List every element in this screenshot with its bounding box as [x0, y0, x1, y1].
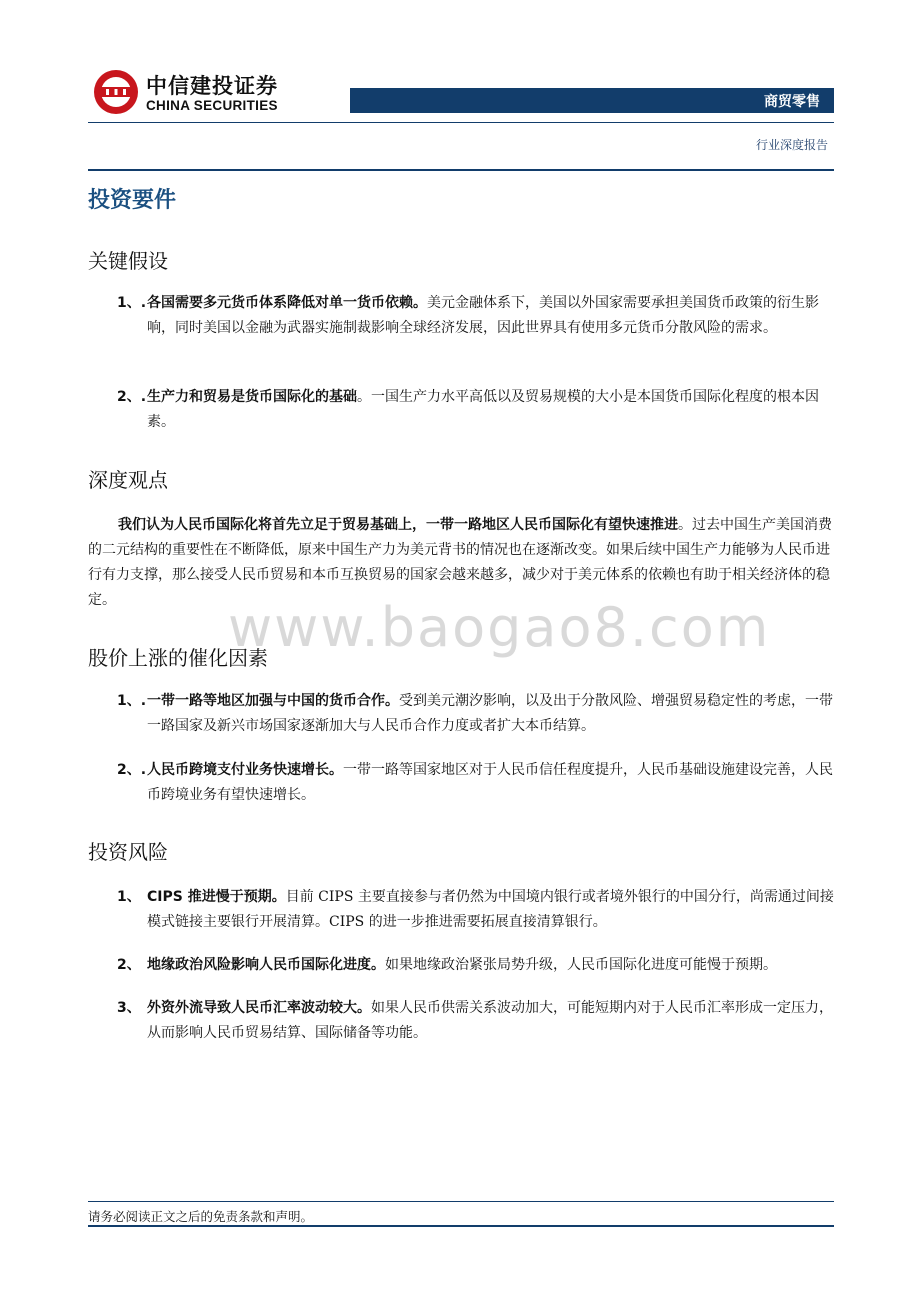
section-heading-assumptions: 关键假设	[88, 249, 168, 273]
list-item-text: 一带一路等国家地区对于人民币信任程度提升，人民币基础设施建设完善，人民币跨境业务有望快速增长。	[147, 762, 833, 803]
list-item	[117, 758, 837, 808]
list-item-bold: 各国需要多元货币体系降低对单一货币依赖。	[147, 295, 427, 311]
footer-disclaimer: 请务必阅读正文之后的免责条款和声明。	[88, 1209, 314, 1224]
list-item-bold: 地缘政治风险影响人民币国际化进度。	[147, 957, 385, 973]
brand-name-cn: 中信建投证券	[146, 74, 278, 98]
list-item-bold: 生产力和贸易是货币国际化的基础	[147, 389, 357, 405]
list-item-number: 2、	[117, 957, 141, 973]
list-item-text: 受到美元潮汐影响，以及出于分散风险、增强贸易稳定性的考虑，一带一路国家及新兴市场国家逐渐加大与人民币合作力度或者扩大本币结算。	[147, 693, 833, 734]
list-item-number: 3、	[117, 1000, 141, 1016]
list-item	[117, 291, 837, 341]
header-divider-bottom	[88, 169, 834, 171]
view-bold: 我们认为人民币国际化将首先立足于贸易基础上，一带一路地区人民币国际化有望快速推进	[118, 517, 678, 533]
list-item-number: 1、.	[117, 693, 147, 709]
citic-logo-icon	[92, 68, 140, 116]
section-heading-risks: 投资风险	[88, 840, 168, 864]
list-item	[117, 885, 837, 935]
list-item-text: 美元金融体系下，美国以外国家需要承担美国货币政策的衍生影响，同时美国以金融为武器实施制裁影响全球经济发展，因此世界具有使用多元货币分散风险的需求。	[147, 295, 819, 336]
list-item-text: 目前 CIPS 主要直接参与者仍然为中国境内银行或者境外银行的中国分行，尚需通过间接模式链接主要银行开展清算。CIPS 的进一步推进需要拓展直接清算银行。	[147, 889, 834, 930]
report-type: 行业深度报告	[755, 138, 828, 152]
list-item	[117, 953, 837, 978]
footer-divider-bottom	[88, 1225, 834, 1227]
sector-label: 商贸零售	[764, 94, 820, 110]
view-text: 。过去中国生产美国消费的二元结构的重要性在不断降低，原来中国生产力为美元背书的情况也在逐渐改变。如果后续中国生产力能够为人民币进行有力支撑，那么接受人民币贸易和本币互换贸易的国家会越来越多，减少对于美元体系的依赖也有助于相关经济体的稳定。	[88, 517, 832, 608]
list-item-text: 如果人民币供需关系波动加大，可能短期内对于人民币汇率形成一定压力，从而影响人民币贸易结算、国际储备等功能。	[147, 1000, 833, 1041]
list-item-number: 2、.	[117, 762, 147, 778]
list-item-bold: CIPS 推进慢于预期。	[147, 889, 286, 905]
list-item-number: 2、.	[117, 389, 147, 405]
header-divider	[88, 122, 834, 123]
list-item-number: 1、.	[117, 295, 147, 311]
watermark: www.baogao8.com	[228, 596, 771, 659]
header-bar	[350, 88, 834, 113]
section-heading-catalysts: 股价上涨的催化因素	[88, 646, 268, 670]
list-item	[117, 385, 837, 435]
brand-name-en: CHINA SECURITIES	[146, 98, 278, 113]
list-item	[117, 996, 837, 1046]
page-title: 投资要件	[88, 188, 177, 213]
list-item-number: 1、	[117, 889, 141, 905]
list-item-text: 如果地缘政治紧张局势升级，人民币国际化进度可能慢于预期。	[385, 957, 777, 973]
list-item-text: 。一国生产力水平高低以及贸易规模的大小是本国货币国际化程度的根本因素。	[147, 389, 819, 430]
list-item-bold: 外资外流导致人民币汇率波动较大。	[147, 1000, 371, 1016]
list-item-bold: 一带一路等地区加强与中国的货币合作。	[147, 693, 399, 709]
list-item-bold: 人民币跨境支付业务快速增长。	[147, 762, 343, 778]
list-item	[117, 689, 837, 739]
footer-divider	[88, 1201, 834, 1202]
section-heading-view: 深度观点	[88, 468, 168, 492]
